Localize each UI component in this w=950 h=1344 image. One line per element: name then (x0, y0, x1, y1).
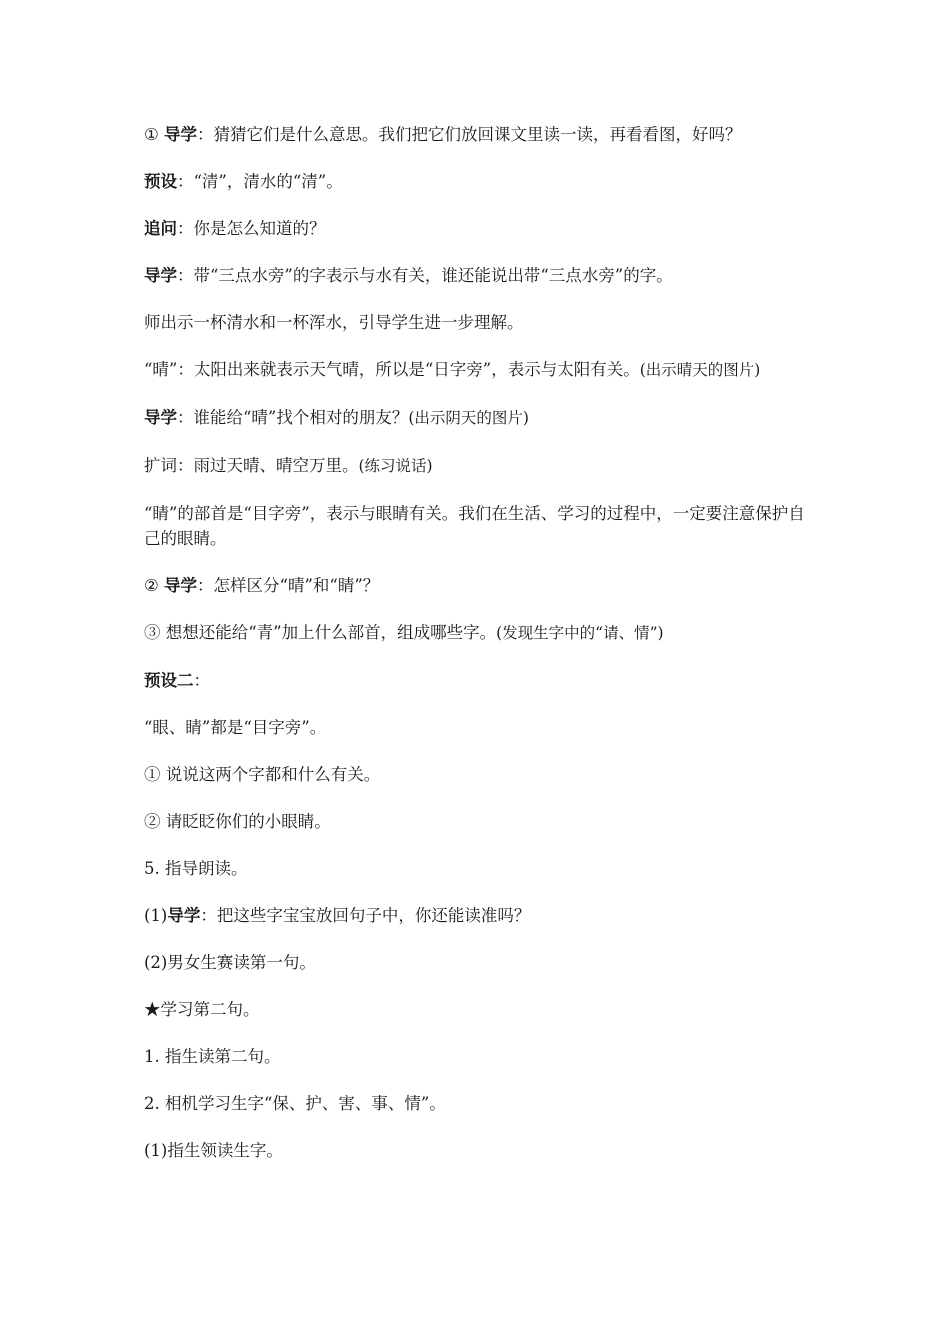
paragraph-text: 想想还能给“青”加上什么部首，组成哪些字。 (165, 623, 497, 642)
paragraph-note: (出示阴天的图片) (408, 409, 529, 427)
paragraph-6 (144, 357, 814, 383)
circled-number: ③ (144, 623, 161, 642)
paragraph-14 (144, 762, 814, 787)
bold-label: 追问 (144, 219, 177, 238)
bold-label: 导学 (167, 906, 201, 925)
paragraph-text: ：猜猜它们是什么意思。我们把它们放回课文里读一读，再看看图，好吗？ (197, 125, 742, 144)
paragraph-5 (144, 310, 814, 335)
paragraph-text: ：怎样区分“晴”和“睛”？ (197, 576, 380, 595)
paragraph-text: ★学习第二句。 (144, 1000, 260, 1019)
paragraph-9 (144, 501, 814, 551)
paragraph-text: (1)指生领读生字。 (144, 1141, 283, 1160)
paragraph-2 (144, 169, 814, 194)
document-body (144, 122, 814, 1185)
paragraph-text: 说说这两个字都和什么有关。 (165, 765, 381, 784)
bold-label: 导学 (144, 408, 177, 427)
paragraph-17 (144, 903, 814, 928)
bold-label: 预设二 (144, 671, 194, 690)
list-number: (1) (144, 906, 168, 925)
paragraph-text: 5. 指导朗读。 (144, 859, 248, 878)
paragraph-text: ：你是怎么知道的？ (177, 219, 326, 238)
circled-number: ② (144, 576, 159, 595)
paragraph-note: (出示晴天的图片) (639, 361, 761, 379)
paragraph-note: (练习说话) (358, 457, 433, 475)
circled-number: ② (144, 812, 161, 831)
paragraph-19 (144, 997, 814, 1022)
paragraph-text: ：把这些字宝宝放回句子中，你还能读准吗？ (200, 906, 531, 925)
paragraph-text: ：谁能给“晴”找个相对的朋友？ (177, 408, 409, 427)
circled-number: ① (144, 765, 161, 784)
bold-label: 导学 (164, 576, 198, 595)
paragraph-21 (144, 1091, 814, 1116)
paragraph-text: 扩词：雨过天晴、晴空万里。 (144, 456, 359, 475)
bold-label: 预设 (144, 172, 177, 191)
paragraph-11 (144, 620, 814, 646)
paragraph-text: 2. 相机学习生字“保、护、害、事、情”。 (144, 1094, 446, 1113)
paragraph-text: 师出示一杯清水和一杯浑水，引导学生进一步理解。 (144, 313, 524, 332)
paragraph-text: 1. 指生读第二句。 (144, 1047, 281, 1066)
paragraph-10 (144, 573, 814, 598)
paragraph-text: ： (193, 671, 210, 690)
paragraph-20 (144, 1044, 814, 1069)
paragraph-3 (144, 216, 814, 241)
paragraph-note: (发现生字中的“请、情”) (496, 624, 664, 642)
paragraph-22 (144, 1138, 814, 1163)
paragraph-text: (2)男女生赛读第一句。 (144, 953, 316, 972)
paragraph-text: 请眨眨你们的小眼睛。 (165, 812, 331, 831)
paragraph-text: “睛”的部首是“目字旁”，表示与眼睛有关。我们在生活、学习的过程中，一定要注意保护自己的眼睛。 (144, 504, 805, 548)
paragraph-7 (144, 405, 814, 431)
bold-label: 导学 (144, 266, 177, 285)
paragraph-text: ：“清”，清水的“清”。 (177, 172, 343, 191)
paragraph-text: ：带“三点水旁”的字表示与水有关，谁还能说出带“三点水旁”的字。 (177, 266, 673, 285)
circled-number: ① (144, 125, 159, 144)
paragraph-text: “晴”：太阳出来就表示天气晴，所以是“日字旁”，表示与太阳有关。 (144, 360, 640, 379)
paragraph-13 (144, 715, 814, 740)
paragraph-12 (144, 668, 814, 693)
paragraph-15 (144, 809, 814, 834)
paragraph-4 (144, 263, 814, 288)
paragraph-18 (144, 950, 814, 975)
paragraph-1 (144, 122, 814, 147)
bold-label: 导学 (164, 125, 198, 144)
paragraph-8 (144, 453, 814, 479)
paragraph-text: “眼、睛”都是“目字旁”。 (144, 718, 327, 737)
paragraph-16 (144, 856, 814, 881)
